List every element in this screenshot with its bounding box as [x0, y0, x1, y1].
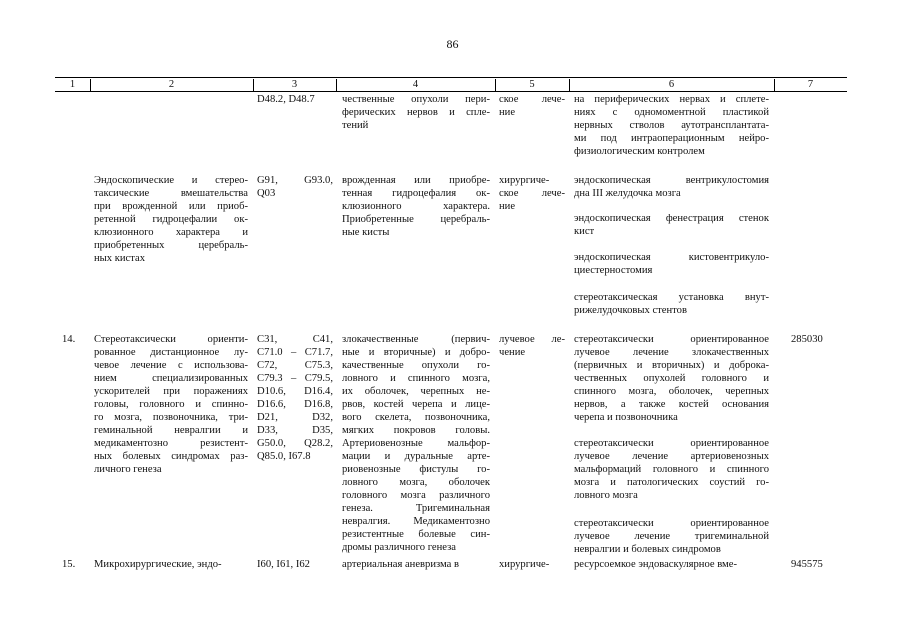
text-line: мягких покровов головы.	[342, 425, 490, 436]
text-line: мозга и патологических соустий го-	[574, 477, 769, 488]
text-line: эндоскопическая фенестрация стенок	[574, 213, 769, 224]
text-line: ниях с одномоментной пластикой	[574, 107, 769, 118]
row-method	[574, 437, 769, 502]
text-line: невралгии и болевых синдромов	[574, 544, 721, 555]
text-line: G50.0, Q28.2,	[257, 438, 333, 449]
text-line: ловного мозга, оболочек	[342, 477, 490, 488]
text-line: физиологическим контролем	[574, 146, 705, 157]
text-line: стереотаксически ориентированное	[574, 438, 769, 449]
header-bottom-rule	[55, 91, 847, 92]
text-line: чевое лечение с использова-	[94, 360, 248, 371]
row-treatment	[499, 174, 565, 213]
header-col-4: 4	[412, 79, 419, 90]
text-line: нервных стволов аутотрансплантата-	[574, 120, 769, 131]
text-line: чественных опухолей головного и	[574, 373, 769, 384]
text-line: личного генеза	[94, 464, 162, 475]
row-cost: 285030	[791, 334, 823, 345]
row-name	[94, 558, 248, 571]
text-line: нервов, а также костей основания	[574, 399, 769, 410]
text-line: невралгия. Медикаментозно	[342, 516, 490, 527]
text-line: злокачественные (первич-	[342, 334, 490, 345]
text-line: рованное дистанционное лу-	[94, 347, 248, 358]
text-line: ретенной гидроцефалии ок-	[94, 214, 248, 225]
row-method	[574, 93, 769, 158]
text-line: клюзионного характера.	[342, 201, 490, 212]
text-line: чение	[499, 347, 526, 358]
header-col-3: 3	[291, 79, 298, 90]
text-line: мации и дуральные арте-	[342, 451, 490, 462]
text-line: Q03	[257, 188, 276, 199]
text-line: ние	[499, 201, 516, 212]
text-line: эндоскопическая кистовентрикуло-	[574, 252, 769, 263]
text-line: артериальная аневризма в	[342, 559, 460, 570]
text-line: лучевое лечение злокачественных	[574, 347, 769, 358]
text-line: на периферических нервах и сплете-	[574, 94, 769, 105]
row-method	[574, 174, 769, 200]
row-name	[94, 174, 248, 265]
text-line: D33, D35,	[257, 425, 333, 436]
text-line: Эндоскопические и стерео-	[94, 175, 248, 186]
text-line: G91, G93.0,	[257, 175, 333, 186]
text-line: медикаментозно резистент-	[94, 438, 248, 449]
text-line: спинного мозга, оболочек, черепных	[574, 386, 769, 397]
text-line: D21, D32,	[257, 412, 333, 423]
text-line: качественные опухоли го-	[342, 360, 490, 371]
text-line: ловного и спинного мозга,	[342, 373, 490, 384]
row-name	[94, 333, 248, 476]
text-line: при врожденной или приоб-	[94, 201, 248, 212]
header-col-7: 7	[807, 79, 814, 90]
text-line: генеза. Тригеминальная	[342, 503, 490, 514]
text-line: ферических нервов и спле-	[342, 107, 490, 118]
text-line: го мозга, позвоночника, три-	[94, 412, 248, 423]
row-number: 14.	[62, 334, 76, 345]
text-line: хирургиче-	[499, 175, 550, 186]
text-line: Артериовенозные мальфор-	[342, 438, 490, 449]
text-line: риовенозные фистулы го-	[342, 464, 490, 475]
text-line: Приобретенные церебраль-	[342, 214, 490, 225]
text-line: черепа и позвоночника	[574, 412, 678, 423]
row-model	[342, 93, 490, 132]
header-col-1: 1	[69, 79, 76, 90]
text-line: I60, I61, I62	[257, 559, 310, 570]
text-line: ми под интраоперационным нейро-	[574, 133, 769, 144]
text-line: рвов, костей черепа и лице-	[342, 399, 490, 410]
text-line: D16.6, D16.8,	[257, 399, 333, 410]
row-model	[342, 333, 490, 554]
text-line: C72, C75.3,	[257, 360, 333, 371]
text-line: D48.2, D48.7	[257, 94, 315, 105]
text-line: ние	[499, 107, 516, 118]
text-line: приобретенных церебраль-	[94, 240, 248, 251]
text-line: лучевое лечение тригеминальной	[574, 531, 769, 542]
text-line: ловного мозга	[574, 490, 638, 501]
text-line: нием специализированных	[94, 373, 248, 384]
row-method	[574, 291, 769, 317]
text-line: лучевое ле-	[499, 334, 565, 345]
text-line: ных болевых синдромах раз-	[94, 451, 248, 462]
text-line: хирургиче-	[499, 559, 550, 570]
text-line: рижелудочковых стентов	[574, 305, 687, 316]
text-line: мальформаций головного и спинного	[574, 464, 769, 475]
row-model	[342, 174, 490, 239]
text-line: чественные опухоли пери-	[342, 94, 490, 105]
text-line: ускорителей при поражениях	[94, 386, 248, 397]
text-line: стереотаксическая установка внут-	[574, 292, 769, 303]
text-line: Микрохирургические, эндо-	[94, 559, 222, 570]
text-line: кист	[574, 226, 595, 237]
text-line: ское лече-	[499, 188, 565, 199]
text-line: вого скелета, позвоночника,	[342, 412, 490, 423]
text-line: их оболочек, черепных не-	[342, 386, 490, 397]
text-line: ные и вторичные) и добро-	[342, 347, 490, 358]
row-method	[574, 517, 769, 556]
row-cost: 945575	[791, 559, 823, 570]
row-treatment	[499, 93, 565, 119]
row-number: 15.	[62, 559, 76, 570]
text-line: геминальной невралгии и	[94, 425, 248, 436]
row-codes	[257, 174, 333, 200]
row-method	[574, 251, 769, 277]
header-col-5: 5	[529, 79, 535, 90]
text-line: ных кистах	[94, 253, 146, 264]
row-method	[574, 333, 769, 424]
page-number: 86	[446, 37, 459, 51]
row-model	[342, 558, 490, 571]
text-line: лучевое лечение артериовенозных	[574, 451, 769, 462]
row-treatment	[499, 333, 565, 359]
text-line: Q85.0, I67.8	[257, 451, 311, 462]
text-line: головы, головного и спинно-	[94, 399, 248, 410]
text-line: C71.0 – C71.7,	[257, 347, 333, 358]
text-line: C79.3 – C79.5,	[257, 373, 333, 384]
text-line: Стереотаксически ориенти-	[94, 334, 248, 345]
row-method	[574, 212, 769, 238]
row-codes	[257, 93, 333, 106]
text-line: дромы различного генеза	[342, 542, 457, 553]
text-line: головного мозга различного	[342, 490, 490, 501]
row-codes	[257, 558, 333, 571]
row-method	[574, 558, 769, 571]
text-line: эндоскопическая вентрикулостомия	[574, 175, 769, 186]
text-line: резистентные болевые син-	[342, 529, 490, 540]
text-line: ское лече-	[499, 94, 565, 105]
text-line: клюзионного характера и	[94, 227, 248, 238]
text-line: (первичных и вторичных) и доброка-	[574, 360, 769, 371]
text-line: ные кисты	[342, 227, 390, 238]
text-line: ресурсоемкое эндоваскулярное вме-	[574, 559, 737, 570]
text-line: врожденная или приобре-	[342, 175, 490, 186]
header-col-2: 2	[168, 79, 175, 90]
text-line: C31, C41,	[257, 334, 333, 345]
row-treatment	[499, 558, 565, 571]
row-codes	[257, 333, 333, 463]
header-col-6: 6	[668, 79, 675, 90]
text-line: тенная гидроцефалия ок-	[342, 188, 490, 199]
text-line: таксические вмешательства	[94, 188, 248, 199]
text-line: стереотаксически ориентированное	[574, 518, 769, 529]
text-line: циестерностомия	[574, 265, 653, 276]
text-line: стереотаксически ориентированное	[574, 334, 769, 345]
text-line: тений	[342, 120, 369, 131]
text-line: дна III желудочка мозга	[574, 188, 681, 199]
text-line: D10.6, D16.4,	[257, 386, 333, 397]
